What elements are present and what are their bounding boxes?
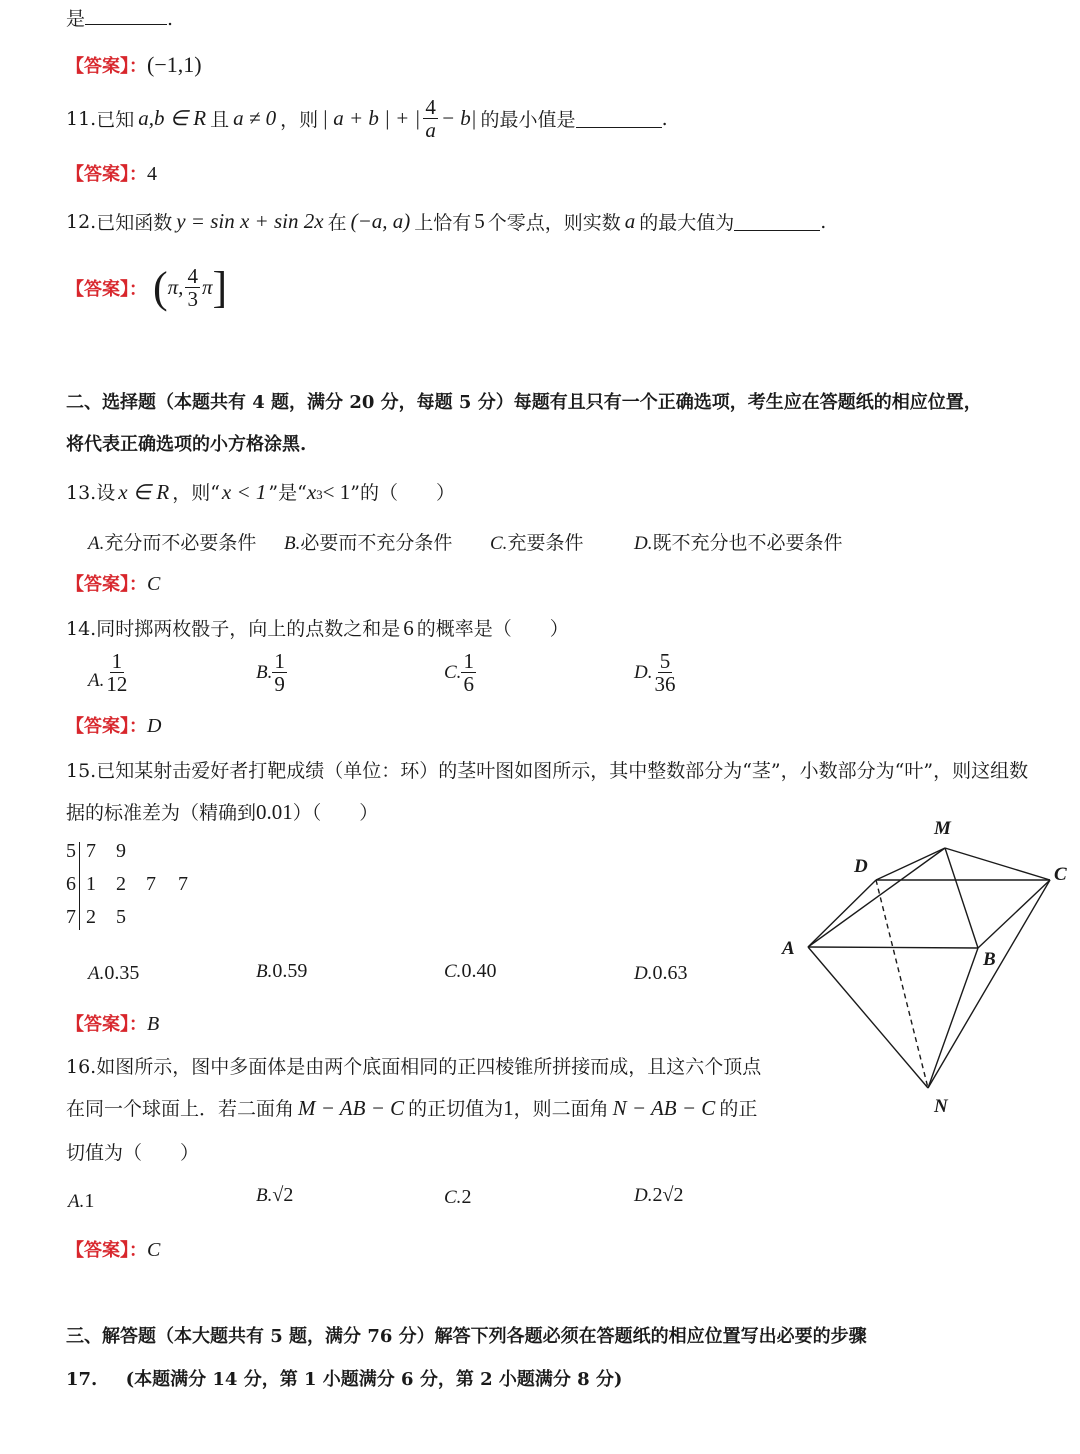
question-number: 13. [66,482,97,504]
option-text: 既不充分也不必要条件 [652,532,843,554]
option-text: 充分而不必要条件 [104,532,257,554]
answer-q15 [66,1010,159,1036]
option-text: 2 [461,1186,472,1208]
section-2-heading: 二、选择题（本题共有 4 题，满分 20 分，每题 5 分）每题有且只有一个正确选项，考生应在答题纸的相应位置， [66,392,982,413]
q-math: x [306,480,317,504]
q15-option-c [444,960,496,983]
stem-value: 5 [66,840,76,862]
q-math: x ∈ R [118,480,170,504]
leaf-value: 2 [86,906,96,928]
q-text: 在 [327,212,347,234]
q-math: 6 [403,616,414,640]
q-text: 且 [210,109,230,132]
answer-value: (−1,1) [147,52,202,77]
answer-value: C [147,1239,161,1261]
answer-label: 【答案】： [66,716,147,737]
q11-fraction [423,96,438,141]
q-math: a [624,209,636,233]
answer-value: B [147,1013,160,1035]
q15-option-d [634,962,687,985]
option-text: 充要条件 [507,532,584,554]
close-bracket: ] [212,263,228,312]
answer-value: 4 [147,163,157,185]
q-text: 的概率是（ ） [416,618,569,640]
option-label: D. [634,661,653,683]
stem-row-2 [66,873,188,896]
leaf-value: 2 [116,873,126,895]
q-text: 的正 [719,1098,758,1120]
option-text: 1 [84,1190,95,1212]
answer-label: 【答案】： [66,574,147,595]
top-line-prefix: 是 [66,8,86,30]
frac-numerator: 5 [659,649,671,673]
option-label: C. [444,1187,462,1208]
q-math: 5 [474,209,485,233]
q13-option-d [634,528,843,555]
polyhedron-figure [770,810,1080,1120]
q-text: 设 [96,482,116,504]
q-math: < 1 [322,480,351,504]
q16-option-b [256,1184,293,1207]
edge-CN [928,880,1050,1088]
q-text: ”是“ [268,482,307,504]
frac-denominator: 36 [654,672,676,697]
q-math: − b| [440,106,477,131]
q-text: 个零点，则实数 [487,212,621,234]
option-label: A. [88,963,105,984]
option-label: C. [444,661,462,683]
edge-AB [808,947,978,948]
q15-option-b [256,960,307,983]
q-text: 上恰有 [414,212,472,234]
frac-denominator: 3 [187,287,198,311]
top-line [66,4,173,31]
q-text: ”的（ ） [350,482,455,504]
option-fraction [104,650,129,695]
question-16-line3: 切值为（ ） [66,1142,200,1164]
q-text: . [820,210,827,233]
q-text: . [661,107,668,130]
leaf-value: 7 [178,873,188,895]
option-label: A. [68,1191,85,1212]
answer-blank [85,6,167,25]
answer-label: 【答案】： [66,164,147,185]
q-math: M − AB − C [298,1096,405,1120]
frac-denominator: a [425,118,436,143]
answer-label: 【答案】： [66,1014,147,1035]
q-text: 已知 [96,109,135,132]
question-16-line1 [66,1052,761,1079]
vertex-label-D: D [854,856,868,877]
option-fraction [461,650,476,695]
q-text: ，则 [280,109,319,132]
answer-value: C [147,573,161,595]
q-text: 同时掷两枚骰子，向上的点数之和是 [96,618,401,640]
option-text: √2 [272,1184,294,1206]
q-text: ）（ ） [292,802,379,824]
option-text: 2√2 [652,1184,684,1206]
open-paren: ( [153,263,168,312]
frac-denominator: 12 [106,672,128,697]
q-math-superscript: 3 [316,487,323,502]
answer-value: D [147,715,162,737]
leaf-value: 1 [86,873,96,895]
frac-numerator: 1 [111,649,123,673]
frac-denominator: 6 [463,672,474,697]
leaf-value: 5 [116,906,126,928]
question-number: 16. [66,1056,97,1078]
q-text: 如图所示，图中多面体是由两个底面相同的正四棱锥所拼接而成，且这六个顶点 [96,1056,762,1078]
frac-numerator: 1 [463,649,474,673]
frac-numerator: 1 [274,649,285,673]
question-16-line2 [66,1094,757,1121]
answer-label: 【答案】： [66,278,147,300]
frac-denominator: 9 [274,672,285,697]
q-text: 已知某射击爱好者打靶成绩（单位：环）的茎叶图如图所示，其中整数部分为“茎”，小数部分为“叶”，则这组数 [96,760,1029,782]
q-text: (本题满分 14 分，第 1 小题满分 6 分，第 2 小题满分 8 分) [125,1369,623,1390]
answer-q12 [66,262,227,313]
answer-q12-fraction [185,265,200,310]
question-13 [66,478,455,505]
answer-q10 [66,52,202,78]
q16-option-a [68,1190,94,1213]
option-text: 必要而不充分条件 [300,532,453,554]
question-number: 17. [66,1369,98,1390]
edge-BC [978,880,1050,948]
answer-value: π, [167,275,184,299]
top-line-suffix: . [167,8,174,30]
vertex-label-B: B [983,949,996,970]
leaf-value: 9 [116,840,126,862]
answer-q16 [66,1236,160,1262]
vertex-label-C: C [1054,864,1067,885]
option-fraction [272,650,287,695]
option-label: A. [88,533,105,554]
q-text: ，则“ [172,482,220,504]
answer-blank [576,109,662,128]
q13-option-c [490,528,583,555]
option-label: A. [88,669,105,691]
edge-BN [928,948,978,1088]
q14-option-d [634,650,677,695]
q-math: a,b ∈ R [138,106,207,131]
vertex-label-M: M [934,818,951,839]
q14-option-c [444,650,476,695]
stem-value: 6 [66,873,76,895]
section-2-heading-cont: 将代表正确选项的小方格涂黑. [66,434,307,455]
answer-q14 [66,712,161,738]
option-text: 0.63 [652,962,688,984]
section-3-heading: 三、解答题（本大题共有 5 题，满分 76 分）解答下列各题必须在答题纸的相应位置写出必要的步骤 [66,1326,867,1347]
answer-label: 【答案】： [66,56,147,77]
q-math: | a + b | + | [322,106,421,131]
edge-DA [808,880,876,947]
q16-option-c [444,1186,471,1209]
q-math: y = sin x + sin 2x [176,209,324,233]
option-label: C. [490,533,508,554]
frac-numerator: 4 [425,95,436,119]
q16-option-d [634,1184,683,1207]
q-math: 1 [503,1096,514,1120]
question-11 [66,96,668,141]
option-label: D. [634,1185,653,1206]
stem-value: 7 [66,906,76,928]
q-math: (−a, a) [350,209,411,233]
answer-blank [734,212,820,231]
answer-q13 [66,570,160,596]
question-15-line1 [66,756,1028,783]
q13-option-b [284,528,452,555]
question-number: 15. [66,760,97,782]
edge-MA [808,848,945,947]
question-number: 14. [66,618,97,640]
option-fraction [652,650,677,695]
option-text: 0.40 [461,960,497,982]
q-math: 0.01 [256,800,293,824]
stem-row-1 [66,840,126,863]
option-text: 0.35 [104,962,140,984]
stem-row-3 [66,906,126,929]
question-17 [66,1365,622,1391]
q13-option-a [88,528,256,555]
option-label: B. [256,961,273,982]
q-math: a ≠ 0 [233,106,277,131]
edge-MD [876,848,945,880]
question-number: 12. [66,210,97,233]
q-text: 的正切值为 [408,1098,504,1120]
q-math: x < 1 [221,480,267,504]
stem-divider [79,842,80,930]
q-text: 在同一个球面上．若二面角 [66,1098,295,1120]
vertex-label-A: A [782,938,795,959]
q-text: 的最小值是 [480,109,576,132]
vertex-label-N: N [934,1096,948,1117]
q-text: ，则二面角 [513,1098,609,1120]
answer-label: 【答案】： [66,1240,147,1261]
q-text: 已知函数 [96,212,173,234]
q14-option-b [256,650,287,695]
leaf-value: 7 [146,873,156,895]
option-label: B. [284,533,301,554]
option-text: 0.59 [272,960,308,982]
leaf-value: 7 [86,840,96,862]
option-label: D. [634,533,653,554]
question-number: 11. [66,107,97,130]
stem-leaf-plot [66,838,226,936]
q14-option-a [88,650,129,695]
option-label: C. [444,961,462,982]
answer-value: π [201,275,213,299]
edge-MC [945,848,1050,880]
q15-option-a [88,962,139,985]
answer-q11 [66,160,157,186]
option-label: D. [634,963,653,984]
q-text: 据的标准差为（精确到 [66,802,257,824]
question-14 [66,614,569,641]
q-math: N − AB − C [612,1096,716,1120]
q-text: 的最大值为 [639,212,735,234]
frac-numerator: 4 [187,263,198,288]
option-label: B. [256,661,273,683]
question-15-line2 [66,798,378,825]
edge-MB [945,848,978,948]
edge-AN [808,947,928,1088]
question-12 [66,208,826,235]
option-label: B. [256,1185,273,1206]
